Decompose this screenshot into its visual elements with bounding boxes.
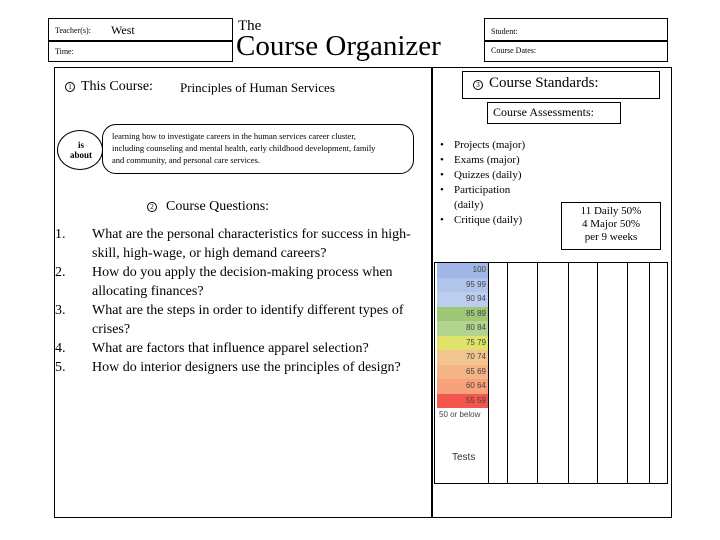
course-assessments-label: Course Assessments: bbox=[493, 105, 595, 119]
grade-band: 55 59 bbox=[437, 394, 488, 409]
time-label: Time: bbox=[55, 47, 74, 56]
grid-column-divider bbox=[488, 263, 489, 483]
grade-band: 75 79 bbox=[437, 336, 488, 351]
question-item: 2. How do you apply the decision-making process when allocating finances? bbox=[55, 265, 393, 299]
grid-column-divider bbox=[537, 263, 538, 483]
question-item: 4. What are factors that influence apparel selection? bbox=[55, 341, 369, 356]
grid-column-divider bbox=[568, 263, 569, 483]
grade-band: 65 69 bbox=[437, 365, 488, 380]
assessment-item: • Critique (daily) bbox=[440, 213, 570, 228]
grade-band: 100 bbox=[437, 263, 488, 278]
grade-band: 70 74 bbox=[437, 350, 488, 365]
grade-band: 60 64 bbox=[437, 379, 488, 394]
is-about-label: is about bbox=[69, 140, 92, 160]
grid-column-divider bbox=[649, 263, 650, 483]
assessment-item: • Exams (major) bbox=[440, 153, 570, 168]
grade-band: 80 84 bbox=[437, 321, 488, 336]
grade-band: 85 89 bbox=[437, 307, 488, 322]
grid-column-divider bbox=[597, 263, 598, 483]
this-course-label: This Course: bbox=[81, 79, 153, 94]
tests-label: Tests bbox=[452, 452, 476, 463]
assessment-item: • Participation (daily) bbox=[440, 183, 534, 213]
grade-band: 90 94 bbox=[437, 292, 488, 307]
question-item: 5. How do interior designers use the principles of design? bbox=[55, 360, 401, 375]
course-questions-list bbox=[55, 225, 425, 377]
time-field[interactable] bbox=[48, 40, 233, 62]
course-standards-heading: Course Standards: bbox=[489, 75, 599, 91]
course-description: learning how to investigate careers in the human services career cluster, including counseling and mental health, early childhood development, family and community, and personal care services. bbox=[112, 131, 376, 165]
teacher-field[interactable] bbox=[48, 18, 233, 42]
student-label: Student: bbox=[491, 27, 518, 36]
question-item: 1. What are the personal characteristics for success in high-skill, high-wage, or high demand careers? bbox=[55, 227, 411, 261]
assessment-list bbox=[440, 138, 570, 228]
grid-column-divider bbox=[627, 263, 628, 483]
grade-band: 50 or below bbox=[437, 408, 488, 423]
course-name: Principles of Human Services bbox=[180, 80, 335, 95]
assessment-item: • Quizzes (daily) bbox=[440, 168, 570, 183]
grade-weighting: 11 Daily 50% 4 Major 50% per 9 weeks bbox=[580, 205, 642, 243]
grid-column-divider bbox=[507, 263, 508, 483]
assessment-item: • Projects (major) bbox=[440, 138, 570, 153]
course-questions-heading: Course Questions: bbox=[166, 199, 270, 214]
student-field[interactable] bbox=[484, 18, 668, 42]
course-dates-field[interactable] bbox=[484, 40, 668, 62]
title-small: The bbox=[238, 18, 262, 34]
step-3-marker: 3 bbox=[473, 80, 483, 90]
teacher-label: Teacher(s): bbox=[55, 26, 91, 35]
step-2-marker: 2 bbox=[147, 202, 157, 212]
page-title: Course Organizer bbox=[236, 30, 441, 62]
step-1-marker: 1 bbox=[65, 82, 75, 92]
teacher-value: West bbox=[111, 23, 135, 37]
question-item: 3. What are the steps in order to identify different types of crises? bbox=[55, 303, 404, 337]
course-dates-label: Course Dates: bbox=[491, 46, 537, 55]
grade-band: 95 99 bbox=[437, 278, 488, 293]
